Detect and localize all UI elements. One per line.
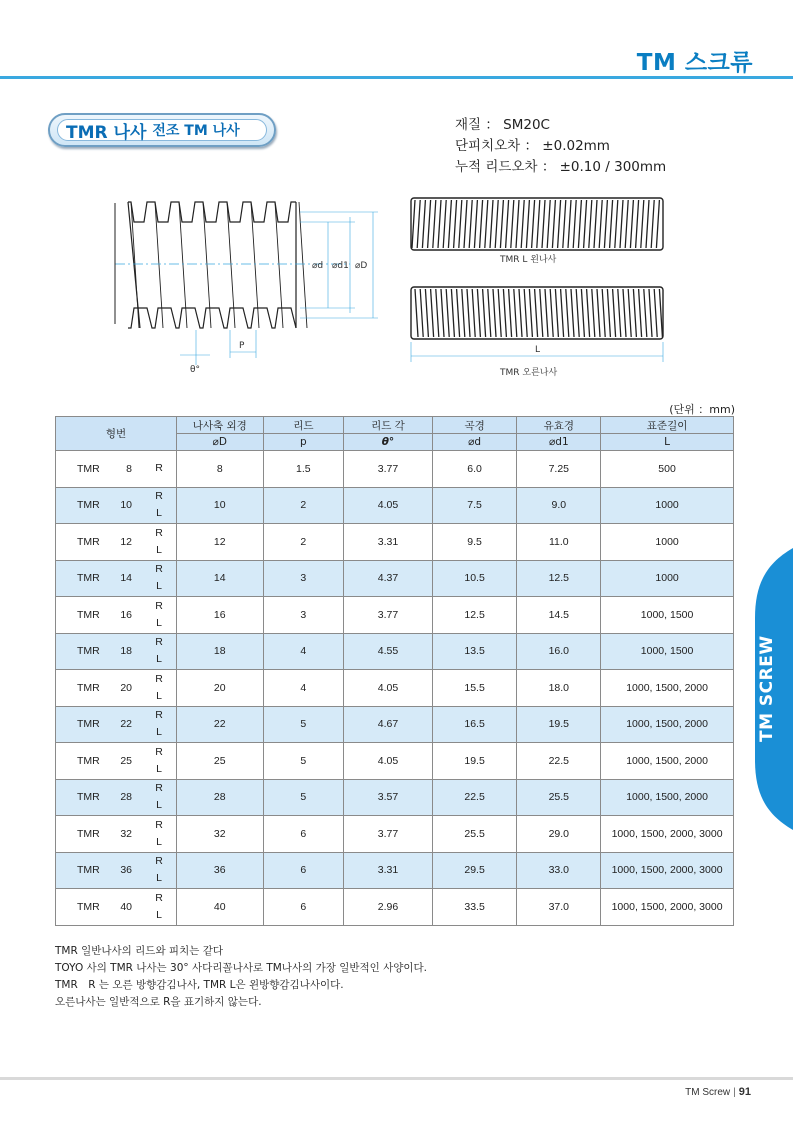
cell-model [56,487,177,524]
thread-direction: R [155,490,163,503]
model-direction [142,707,176,741]
model-direction [142,598,176,632]
note-line: TMR R 는 오른 방향감김나사, TMR L은 왼방향감김나사이다. [55,979,344,991]
cell-root-dia: 13.5 [432,633,517,670]
header-pitch-dia: 유효경 [517,417,601,434]
thread-direction: R [155,462,163,475]
model-direction [142,525,176,559]
model-size: 12 [120,535,132,548]
thread-profile-diagram [110,190,390,380]
thread-direction: R [155,709,163,722]
model-prefix: TMR [77,572,100,585]
thread-direction: R [155,891,163,904]
section-badge-inner [57,119,267,141]
thread-direction: L [156,835,162,848]
table-row [56,743,734,780]
label-d1: ⌀d1 [332,261,349,271]
header-outer-dia: 나사축 외경 [177,417,264,434]
cell-std-length: 1000, 1500, 2000 [601,706,734,743]
thread-direction: R [155,818,163,831]
spec-material: 재질 ： SM20C [455,117,550,133]
model-direction [142,671,176,705]
thread-direction: L [156,872,162,885]
cell-root-dia: 12.5 [432,597,517,634]
spec-table [55,416,734,926]
thread-direction: L [156,726,162,739]
model-size: 25 [120,754,132,767]
thread-direction: R [155,745,163,758]
thread-direction: L [156,507,162,520]
thread-direction: R [155,855,163,868]
label-right-thread: TMR 오른나사 [500,368,558,378]
cell-lead: 4 [263,633,344,670]
model-size: 36 [120,864,132,877]
cell-pitch-dia: 22.5 [517,743,601,780]
cell-root-dia: 16.5 [432,706,517,743]
cell-std-length: 1000, 1500, 2000 [601,743,734,780]
cell-outer-dia: 20 [177,670,264,707]
section-badge [48,113,276,147]
cell-lead-angle: 4.05 [344,743,433,780]
cell-lead: 4 [263,670,344,707]
label-theta: θ° [190,365,201,375]
cell-pitch-dia: 19.5 [517,706,601,743]
note-line: 오른나사는 일반적으로 R을 표기하지 않는다. [55,996,262,1008]
model-direction [142,853,176,887]
cell-lead-angle: 3.77 [344,816,433,853]
side-tab-label: TM SCREW [757,635,777,742]
subheader-theta: θ° [344,434,433,451]
note-line: TMR 일반나사의 리드와 피치는 같다 [55,945,223,957]
thread-direction: L [156,616,162,629]
cell-root-dia: 22.5 [432,779,517,816]
label-pitch: P [239,341,245,351]
footer-rule [0,1077,793,1080]
cell-root-dia: 7.5 [432,487,517,524]
cell-model [56,524,177,561]
cell-lead-angle: 3.77 [344,597,433,634]
section-subtitle: 전조 TM 나사 [152,123,240,139]
cell-lead-angle: 4.05 [344,487,433,524]
model-direction [142,634,176,668]
model-prefix: TMR [77,791,100,804]
cell-root-dia: 29.5 [432,852,517,889]
cell-root-dia: 9.5 [432,524,517,561]
cell-pitch-dia: 25.5 [517,779,601,816]
header-root-dia: 곡경 [432,417,517,434]
cell-root-dia: 6.0 [432,451,517,488]
model-size: 28 [120,791,132,804]
cell-lead-angle: 3.31 [344,852,433,889]
header-lead: 리드 [263,417,344,434]
cell-pitch-dia: 18.0 [517,670,601,707]
cell-lead-angle: 2.96 [344,889,433,926]
cell-lead: 5 [263,743,344,780]
cell-lead: 6 [263,852,344,889]
model-prefix: TMR [77,681,100,694]
cell-lead-angle: 3.77 [344,451,433,488]
subheader-D: ⌀D [177,434,264,451]
cell-model [56,560,177,597]
cell-std-length: 1000, 1500 [601,597,734,634]
header-model: 형번 [56,417,177,451]
table-row [56,816,734,853]
cell-model [56,597,177,634]
cell-model [56,451,177,488]
cell-std-length: 1000 [601,560,734,597]
label-D: ⌀D [355,261,368,271]
cell-std-length: 1000, 1500, 2000 [601,779,734,816]
thread-direction: L [156,543,162,556]
cell-root-dia: 33.5 [432,889,517,926]
model-size: 18 [120,645,132,658]
thread-direction: L [156,799,162,812]
model-size: 20 [120,681,132,694]
model-prefix: TMR [77,462,100,475]
thread-direction: L [156,908,162,921]
cell-model [56,889,177,926]
model-direction [142,890,176,924]
model-prefix: TMR [77,864,100,877]
cell-model [56,706,177,743]
cell-lead-angle: 4.67 [344,706,433,743]
label-d: ⌀d [312,261,324,271]
thread-direction: R [155,672,163,685]
model-size: 14 [120,572,132,585]
header-lead-angle: 리드 각 [344,417,433,434]
cell-pitch-dia: 12.5 [517,560,601,597]
model-size: 32 [120,827,132,840]
thread-direction: L [156,653,162,666]
model-direction [142,488,176,522]
model-prefix: TMR [77,900,100,913]
table-row [56,706,734,743]
cell-pitch-dia: 14.5 [517,597,601,634]
cell-pitch-dia: 9.0 [517,487,601,524]
cell-lead-angle: 4.37 [344,560,433,597]
cell-pitch-dia: 16.0 [517,633,601,670]
table-row [56,670,734,707]
page-number: 91 [738,1086,751,1098]
cell-std-length: 1000, 1500, 2000, 3000 [601,852,734,889]
table-row [56,633,734,670]
page-header-title: TM 스크류 [636,50,753,76]
model-size: 16 [120,608,132,621]
footer [685,1086,751,1098]
cell-model [56,779,177,816]
model-direction [142,817,176,851]
model-size: 8 [126,462,132,475]
footer-separator: | [733,1087,736,1098]
cell-model [56,816,177,853]
cell-lead-angle: 3.57 [344,779,433,816]
cell-outer-dia: 18 [177,633,264,670]
cell-std-length: 1000, 1500, 2000, 3000 [601,816,734,853]
footer-section: TM Screw [685,1087,731,1098]
cell-outer-dia: 25 [177,743,264,780]
model-direction [142,780,176,814]
thread-direction: R [155,782,163,795]
cell-lead: 5 [263,779,344,816]
model-prefix: TMR [77,718,100,731]
thread-direction: L [156,762,162,775]
model-prefix: TMR [77,827,100,840]
cell-pitch-dia: 37.0 [517,889,601,926]
cell-lead: 3 [263,560,344,597]
header-std-length: 표준길이 [601,417,734,434]
cell-outer-dia: 12 [177,524,264,561]
subheader-p: p [263,434,344,451]
cell-lead: 5 [263,706,344,743]
cell-model [56,670,177,707]
thread-direction: R [155,563,163,576]
cell-root-dia: 25.5 [432,816,517,853]
model-direction [142,744,176,778]
table-row [56,451,734,488]
thread-direction: R [155,526,163,539]
cell-std-length: 1000, 1500, 2000 [601,670,734,707]
label-length: L [535,345,541,355]
thread-direction: R [155,636,163,649]
model-prefix: TMR [77,608,100,621]
cell-outer-dia: 8 [177,451,264,488]
table-row [56,597,734,634]
cell-outer-dia: 40 [177,889,264,926]
cell-lead: 3 [263,597,344,634]
label-left-thread: TMR L 왼나사 [500,255,557,265]
model-direction [142,561,176,595]
cell-root-dia: 15.5 [432,670,517,707]
spec-pitch-error: 단피치오차 ： ±0.02mm [455,138,610,154]
spec-lead-error: 누적 리드오차 ： ±0.10 / 300mm [455,159,667,175]
cell-model [56,633,177,670]
cell-lead: 1.5 [263,451,344,488]
cell-outer-dia: 32 [177,816,264,853]
thread-direction: L [156,580,162,593]
cell-root-dia: 19.5 [432,743,517,780]
cell-lead: 2 [263,524,344,561]
cell-pitch-dia: 33.0 [517,852,601,889]
section-title: TMR 나사 [66,122,147,143]
table-row [56,889,734,926]
cell-std-length: 1000, 1500 [601,633,734,670]
model-direction [142,460,176,477]
header-rule [0,76,793,79]
model-size: 10 [120,499,132,512]
note-line: TOYO 사의 TMR 나사는 30° 사다리꼴나사로 TM나사의 가장 일반적인 사양이다. [55,962,428,974]
table-row [56,487,734,524]
unit-label: (단위 ：mm) [669,403,735,416]
table-row [56,852,734,889]
model-prefix: TMR [77,754,100,767]
subheader-d: ⌀d [432,434,517,451]
cell-root-dia: 10.5 [432,560,517,597]
model-prefix: TMR [77,645,100,658]
model-prefix: TMR [77,499,100,512]
cell-outer-dia: 22 [177,706,264,743]
cell-lead: 2 [263,487,344,524]
cell-outer-dia: 28 [177,779,264,816]
table-row [56,524,734,561]
cell-std-length: 1000, 1500, 2000, 3000 [601,889,734,926]
subheader-L: L [601,434,734,451]
cell-lead: 6 [263,816,344,853]
cell-lead-angle: 4.05 [344,670,433,707]
model-size: 22 [120,718,132,731]
cell-outer-dia: 16 [177,597,264,634]
cell-outer-dia: 36 [177,852,264,889]
cell-std-length: 500 [601,451,734,488]
thread-direction: R [155,599,163,612]
subheader-d1: ⌀d1 [517,434,601,451]
cell-pitch-dia: 11.0 [517,524,601,561]
cell-model [56,743,177,780]
screw-side-views [405,192,675,387]
table-row [56,779,734,816]
cell-lead-angle: 4.55 [344,633,433,670]
cell-pitch-dia: 29.0 [517,816,601,853]
model-size: 40 [120,900,132,913]
notes [55,943,427,1011]
cell-std-length: 1000 [601,487,734,524]
cell-outer-dia: 10 [177,487,264,524]
cell-lead-angle: 3.31 [344,524,433,561]
cell-lead: 6 [263,889,344,926]
thread-direction: L [156,689,162,702]
cell-model [56,852,177,889]
table-row [56,560,734,597]
model-prefix: TMR [77,535,100,548]
cell-std-length: 1000 [601,524,734,561]
cell-outer-dia: 14 [177,560,264,597]
cell-pitch-dia: 7.25 [517,451,601,488]
